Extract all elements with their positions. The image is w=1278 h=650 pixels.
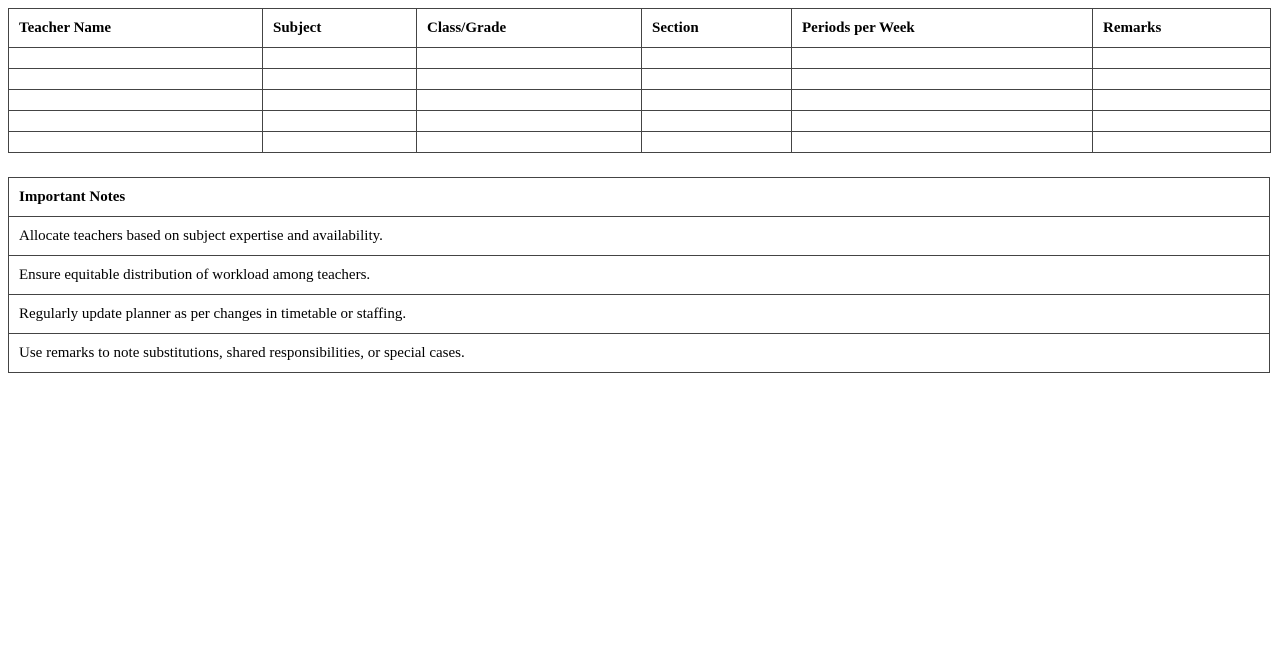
cell-teacher-name	[9, 111, 263, 132]
header-class-grade: Class/Grade	[417, 9, 642, 48]
cell-subject	[263, 48, 417, 69]
cell-subject	[263, 132, 417, 153]
cell-teacher-name	[9, 90, 263, 111]
cell-periods-per-week	[792, 48, 1093, 69]
list-item	[9, 334, 1270, 373]
cell-subject	[263, 111, 417, 132]
cell-section	[642, 69, 792, 90]
note-text: Use remarks to note substitutions, shared responsibilities, or special cases.	[9, 334, 1270, 373]
cell-periods-per-week	[792, 132, 1093, 153]
cell-section	[642, 90, 792, 111]
notes-header-row	[9, 178, 1270, 217]
cell-remarks	[1093, 69, 1271, 90]
cell-remarks	[1093, 90, 1271, 111]
table-row	[9, 90, 1271, 111]
cell-class-grade	[417, 90, 642, 111]
cell-section	[642, 132, 792, 153]
cell-subject	[263, 69, 417, 90]
teacher-allocation-table	[8, 8, 1271, 153]
cell-periods-per-week	[792, 90, 1093, 111]
note-text: Ensure equitable distribution of workload among teachers.	[9, 256, 1270, 295]
notes-title: Important Notes	[9, 178, 1270, 217]
cell-remarks	[1093, 111, 1271, 132]
cell-periods-per-week	[792, 111, 1093, 132]
cell-remarks	[1093, 132, 1271, 153]
list-item	[9, 217, 1270, 256]
table-row	[9, 111, 1271, 132]
table-row	[9, 132, 1271, 153]
cell-class-grade	[417, 111, 642, 132]
header-subject: Subject	[263, 9, 417, 48]
cell-class-grade	[417, 69, 642, 90]
cell-teacher-name	[9, 69, 263, 90]
cell-class-grade	[417, 48, 642, 69]
cell-class-grade	[417, 132, 642, 153]
header-periods-per-week: Periods per Week	[792, 9, 1093, 48]
important-notes-table	[8, 177, 1270, 373]
cell-teacher-name	[9, 48, 263, 69]
cell-periods-per-week	[792, 69, 1093, 90]
cell-subject	[263, 90, 417, 111]
list-item	[9, 295, 1270, 334]
header-teacher-name: Teacher Name	[9, 9, 263, 48]
list-item	[9, 256, 1270, 295]
cell-section	[642, 111, 792, 132]
note-text: Allocate teachers based on subject expertise and availability.	[9, 217, 1270, 256]
note-text: Regularly update planner as per changes in timetable or staffing.	[9, 295, 1270, 334]
cell-section	[642, 48, 792, 69]
table-row	[9, 69, 1271, 90]
cell-teacher-name	[9, 132, 263, 153]
table-row	[9, 48, 1271, 69]
cell-remarks	[1093, 48, 1271, 69]
table-header-row	[9, 9, 1271, 48]
header-remarks: Remarks	[1093, 9, 1271, 48]
header-section: Section	[642, 9, 792, 48]
